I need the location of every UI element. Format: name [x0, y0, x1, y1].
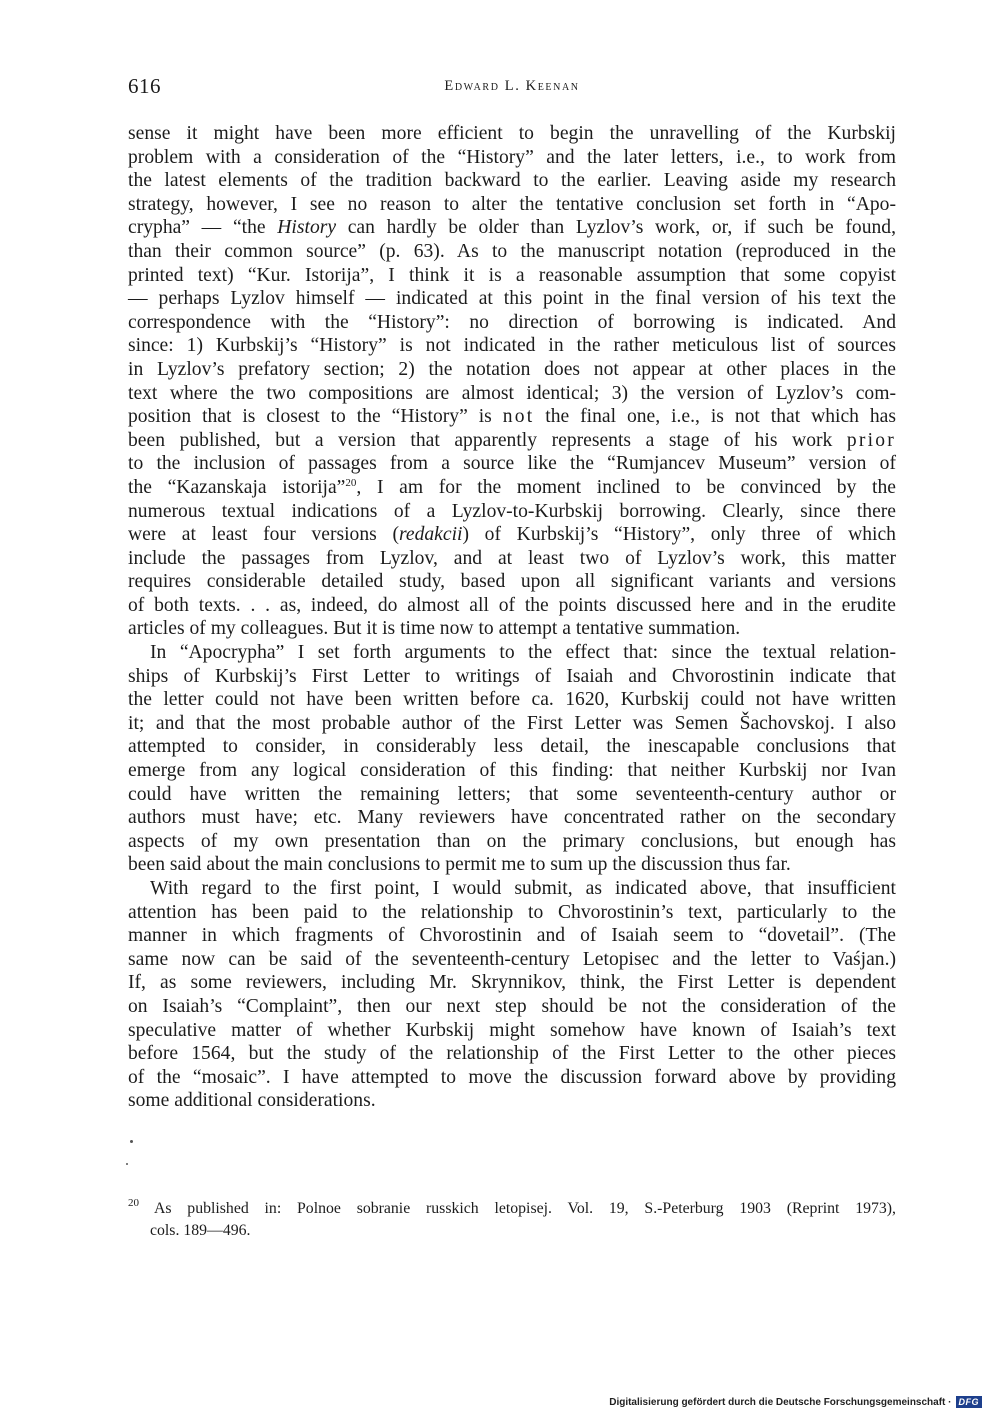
text-segment: position that is closest to the “History” is — [128, 406, 503, 428]
text-segment: printed text) “Kur. Istorija”, I think it is a reasonable assumption that some copyist — [128, 264, 896, 286]
text-line — [128, 287, 896, 311]
text-line — [128, 901, 896, 925]
text-segment: the letter could not have been written before ca. 1620, Kurbskij could not have written — [128, 689, 896, 711]
text-line — [128, 1066, 896, 1090]
text-line — [128, 712, 896, 736]
text-segment: of both texts. . . as, indeed, do almost all of the points discussed here and in the erudite — [128, 594, 896, 616]
text-line — [128, 924, 896, 948]
text-line — [128, 665, 896, 689]
scan-speck — [126, 1163, 128, 1165]
text-line — [128, 334, 896, 358]
text-line — [128, 547, 896, 571]
running-head: Edward L. Keenan — [444, 78, 580, 94]
text-line — [128, 759, 896, 783]
text-line — [128, 971, 896, 995]
text-segment: the latest elements of the tradition backward to the earlier. Leaving aside my research — [128, 170, 896, 192]
text-line — [128, 358, 896, 382]
text-line — [128, 452, 896, 476]
text-segment: of the “mosaic”. I have attempted to move the discussion forward above by providing — [128, 1066, 896, 1088]
spaced-emphasis: not — [502, 406, 535, 428]
text-line — [128, 806, 896, 830]
text-segment: requires considerable detailed study, based upon all significant variants and versions — [128, 571, 896, 593]
footnote-text-2: cols. 189—496. — [150, 1222, 251, 1239]
text-segment: authors must have; etc. Many reviewers have concentrated rather on the secondary — [128, 807, 896, 829]
text-line — [128, 193, 896, 217]
text-line — [128, 1019, 896, 1043]
text-segment: than their common source” (p. 63). As to the manuscript notation (reproduced in the — [128, 240, 896, 262]
text-segment: some additional considerations. — [128, 1090, 376, 1112]
text-line — [128, 1042, 896, 1066]
text-line — [128, 830, 896, 854]
text-segment: With regard to the first point, I would submit, as indicated above, that insufficient — [150, 878, 896, 899]
footnote-line — [128, 1220, 896, 1242]
text-line — [128, 146, 896, 170]
text-segment: strategy, however, I see no reason to alter the tentative conclusion set forth in “Apo- — [128, 193, 896, 215]
text-segment: the final one, i.e., is not that which has — [534, 406, 897, 428]
text-line — [128, 594, 896, 618]
text-segment: since: 1) Kurbskij’s “History” is not indicated in the rather meticulous list of sources — [128, 335, 896, 357]
text-line — [128, 216, 896, 240]
body-text — [128, 122, 896, 1113]
text-segment: were at least four versions ( — [128, 524, 399, 546]
text-segment: problem with a consideration of the “History” and the later letters, i.e., to work from — [128, 146, 896, 168]
text-segment: include the passages from Lyzlov, and at least two of Lyzlov’s work, this matter — [128, 547, 896, 569]
text-segment: before 1564, but the study of the relationship of the First Letter to the other pieces — [128, 1043, 896, 1065]
text-line — [128, 240, 896, 264]
dfg-logo: DFG — [956, 1396, 983, 1408]
digitization-credit — [609, 1396, 982, 1408]
footnote-marker: 20 — [128, 1197, 139, 1209]
text-line — [128, 570, 896, 594]
italic-text: History — [277, 217, 337, 239]
text-segment: to the inclusion of passages from a source like the “Rumjancev Museum” version of — [128, 453, 896, 475]
text-line — [128, 948, 896, 972]
footnote-ref: 20 — [345, 476, 357, 489]
text-line — [128, 853, 896, 877]
text-segment: text where the two compositions are almost identical; 3) the version of Lyzlov’s com- — [128, 382, 896, 404]
footnote — [128, 1198, 896, 1242]
italic-text: redakcii — [398, 524, 463, 546]
text-segment: ) of Kurbskij’s “History”, only three of which — [462, 524, 896, 546]
text-segment: the “Kazanskaja istorija” — [128, 476, 346, 498]
text-line — [128, 877, 896, 901]
text-segment: articles of my colleagues. But it is time now to attempt a tentative summation. — [128, 618, 741, 640]
text-line — [128, 523, 896, 547]
text-line — [128, 688, 896, 712]
text-line — [128, 500, 896, 524]
text-segment: If, as some reviewers, including Mr. Skrynnikov, think, the First Letter is dependent — [128, 972, 896, 994]
spaced-emphasis: prior — [846, 429, 896, 451]
scan-speck — [130, 1140, 133, 1143]
text-line — [128, 429, 896, 453]
footnote-text-1: As published in: Polnoe sobranie russkich letopisej. Vol. 19, S.-Peterburg 1903 (Reprint 1973), — [153, 1200, 896, 1217]
text-segment: can hardly be older than Lyzlov’s work, or, if such be found, — [336, 217, 897, 239]
text-segment: could have written the remaining letters; that some seventeenth-century author or — [128, 783, 896, 805]
text-segment: , I am for the moment inclined to be convinced by the — [356, 476, 896, 498]
text-line — [128, 476, 896, 500]
text-line — [128, 1089, 896, 1113]
text-line — [128, 122, 896, 146]
text-line — [128, 405, 896, 429]
text-segment: aspects of my own presentation than on the primary conclusions, but enough has — [128, 830, 896, 852]
text-segment: attempted to consider, in considerably less detail, the inescapable conclusions that — [128, 736, 896, 758]
text-segment: sense it might have been more efficient to begin the unravelling of the Kurbskij — [128, 123, 896, 144]
text-line — [128, 169, 896, 193]
text-segment: in Lyzlov’s prefatory section; 2) the notation does not appear at other places in the — [128, 358, 896, 380]
credit-text: Digitalisierung gefördert durch die Deutsche Forschungsgemeinschaft · — [609, 1396, 952, 1408]
text-segment: crypha” — “the — [128, 217, 278, 239]
footnote-line — [128, 1198, 896, 1220]
text-segment: been said about the main conclusions to permit me to sum up the discussion thus far. — [128, 854, 791, 876]
page-number: 616 — [128, 74, 161, 98]
text-segment: on Isaiah’s “Complaint”, then our next step should be not the consideration of the — [128, 995, 896, 1017]
text-segment: attention has been paid to the relationship to Chvorostinin’s text, particularly to the — [128, 901, 896, 923]
text-line — [128, 995, 896, 1019]
text-line — [128, 735, 896, 759]
text-segment: numerous textual indications of a Lyzlov-to-Kurbskij borrowing. Clearly, since there — [128, 500, 896, 522]
text-segment: same now can be said of the seventeenth-century Letopisec and the letter to Vaśjan.) — [128, 948, 896, 970]
text-line — [128, 641, 896, 665]
text-segment: speculative matter of whether Kurbskij might somehow have known of Isaiah’s text — [128, 1019, 896, 1041]
text-line — [128, 382, 896, 406]
text-segment: manner in which fragments of Chvorostinin and of Isaiah seem to “dovetail”. (The — [128, 925, 896, 947]
text-segment: ships of Kurbskij’s First Letter to writings of Isaiah and Chvorostinin indicate that — [128, 665, 896, 687]
text-line — [128, 311, 896, 335]
text-segment: been published, but a version that apparently represents a stage of his work — [128, 429, 847, 451]
text-segment: — perhaps Lyzlov himself — indicated at this point in the final version of his text the — [128, 288, 896, 310]
page-header — [128, 70, 896, 110]
text-segment: correspondence with the “History”: no direction of borrowing is indicated. And — [128, 311, 896, 333]
text-segment: In “Apocrypha” I set forth arguments to the effect that: since the textual relation- — [150, 642, 896, 664]
text-segment: it; and that the most probable author of the First Letter was Semen Šachovskoj. I also — [128, 712, 896, 734]
text-line — [128, 264, 896, 288]
text-line — [128, 783, 896, 807]
text-line — [128, 617, 896, 641]
text-segment: emerge from any logical consideration of this finding: that neither Kurbskij nor Ivan — [128, 760, 896, 782]
